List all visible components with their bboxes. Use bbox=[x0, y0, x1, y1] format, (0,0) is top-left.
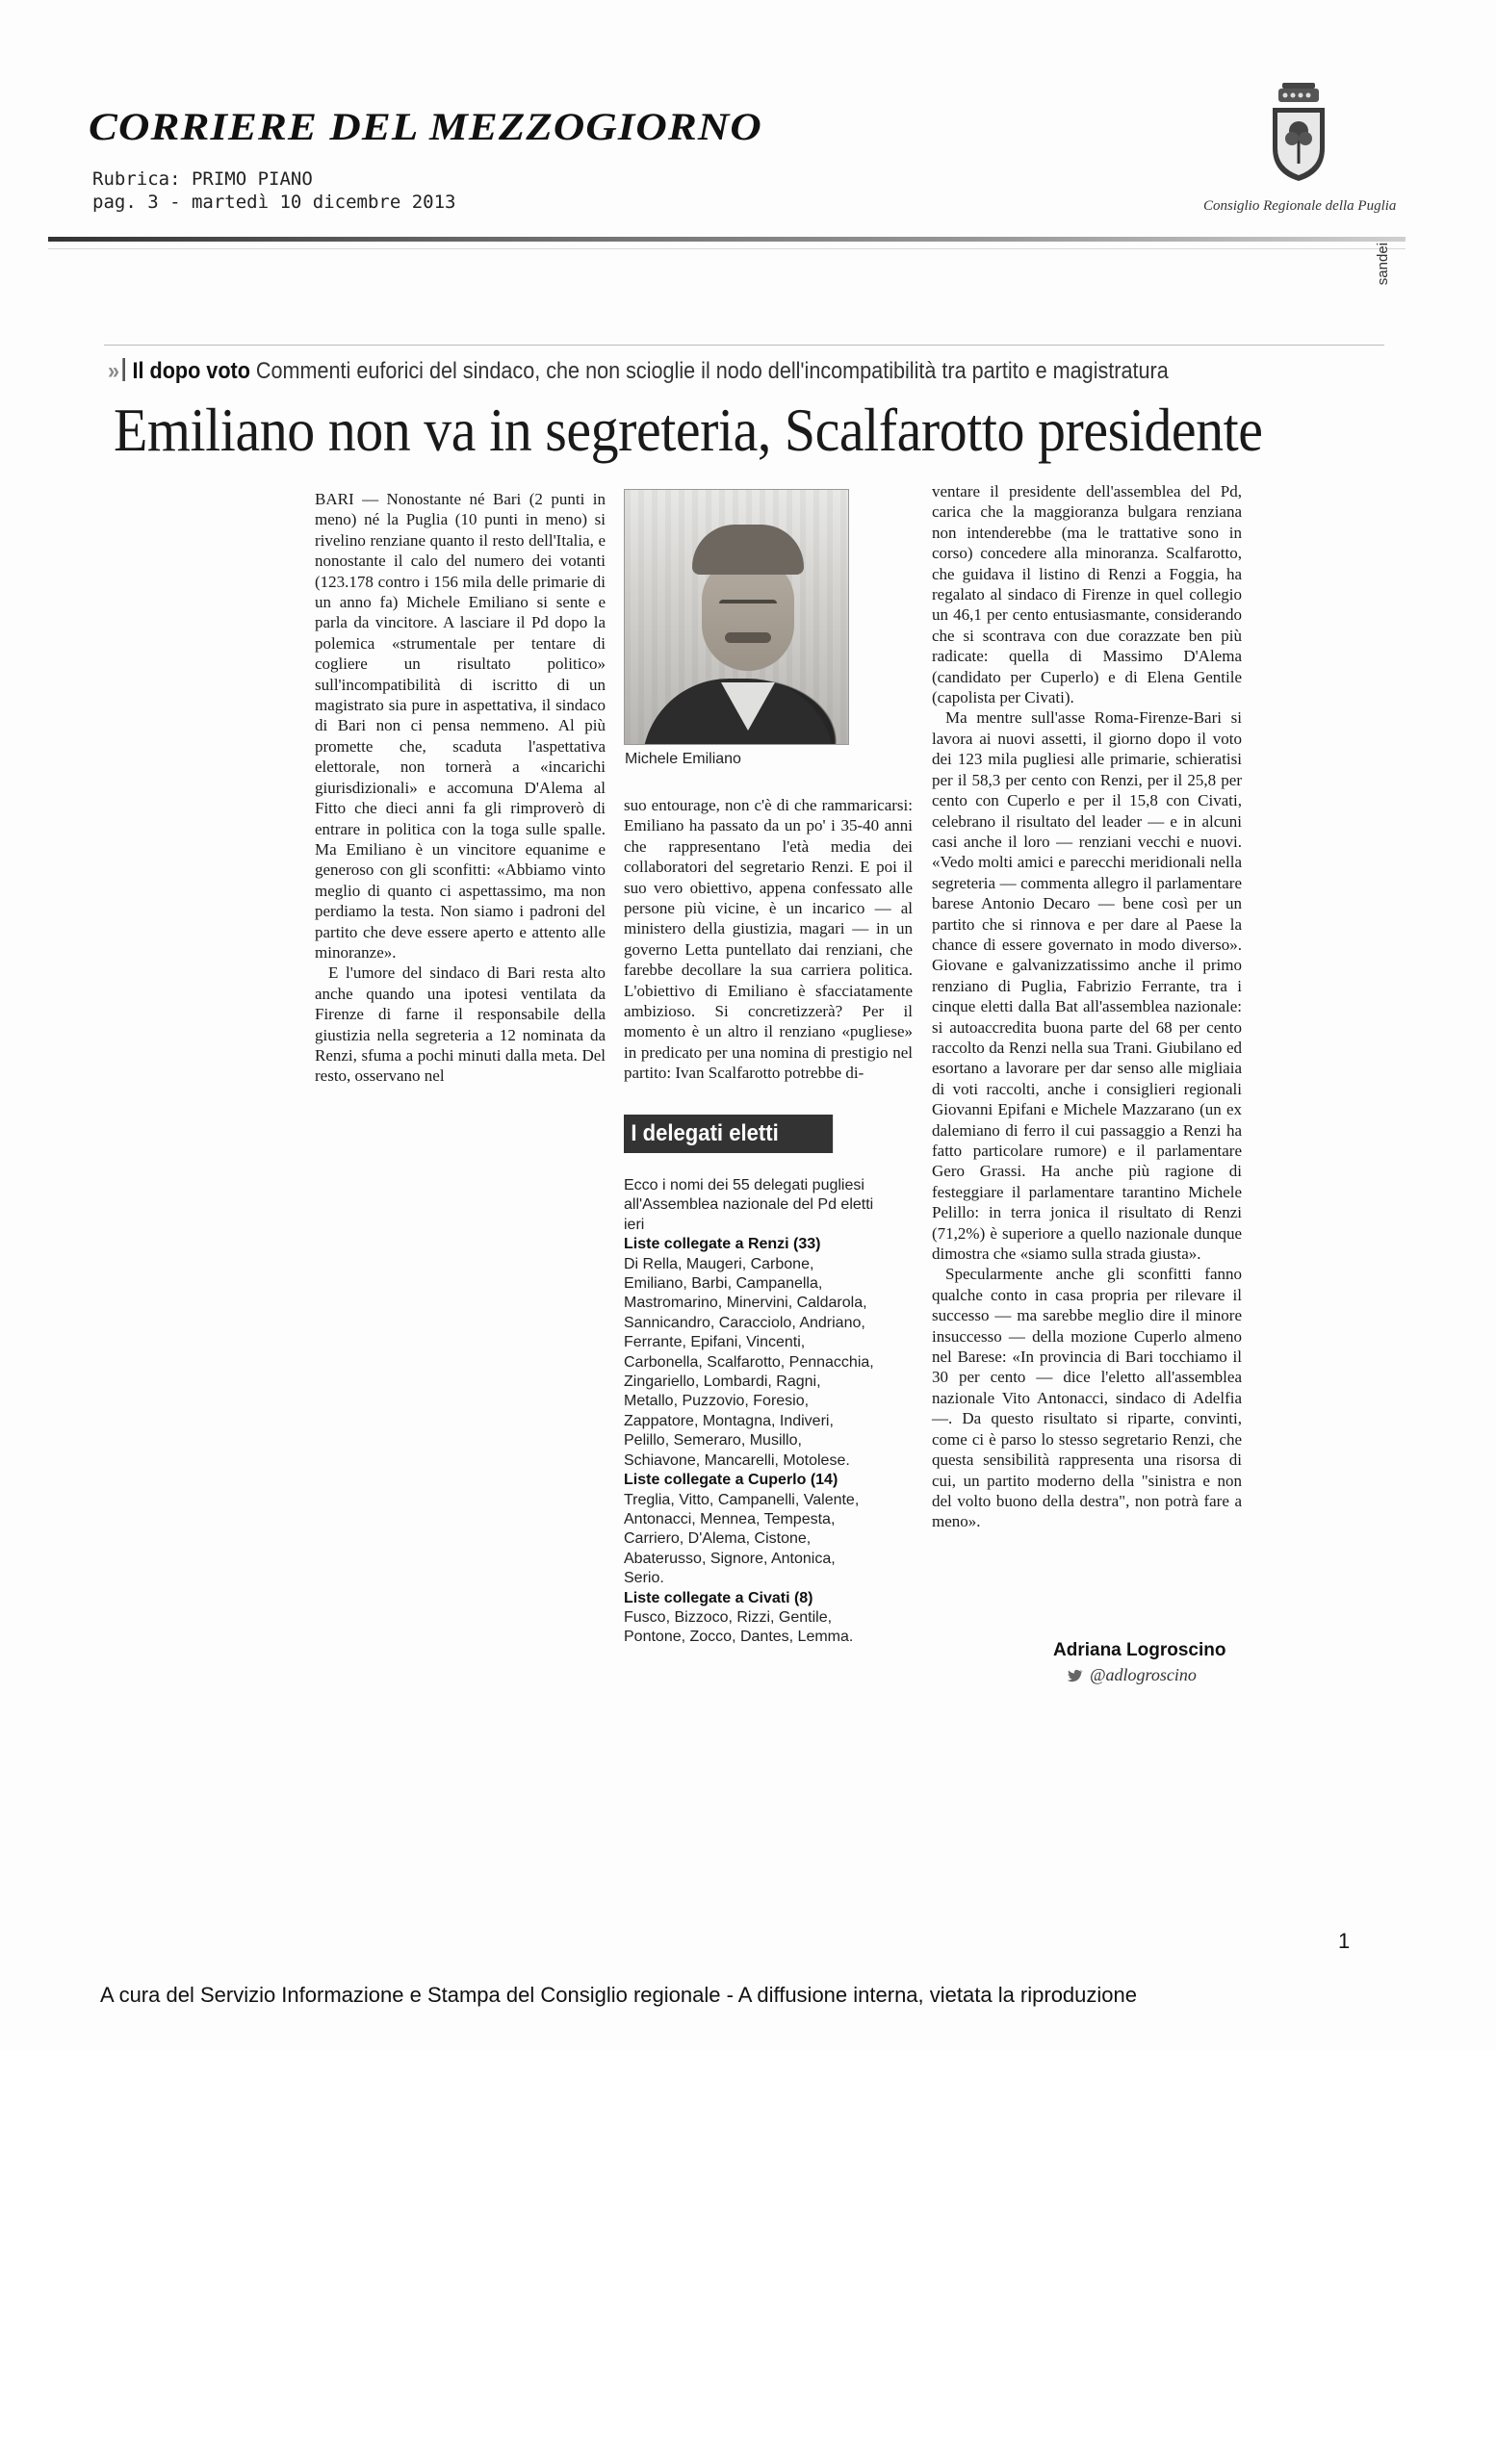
article-column-1 bbox=[315, 489, 606, 1087]
article-headline: Emiliano non va in segreteria, Scalfarotto presidente bbox=[114, 396, 1263, 464]
group-title: Liste collegate a Cuperlo (14) bbox=[624, 1472, 838, 1489]
delegates-sidebar bbox=[624, 1176, 876, 1648]
editor-tag: sandei bbox=[1375, 243, 1391, 286]
twitter-bird-icon bbox=[1067, 1669, 1084, 1682]
paragraph: suo entourage, non c'è di che rammaricarsi: Emiliano ha passato da un po' i 35-40 anni che rappresentano l'età media dei collaboratori del segretario Renzi. E poi il suo vero obiettivo, appena confessato alle persone più vicine, è un incarico — al ministero della giustizia, magari — in un governo Letta puntellato dai renziani, che farebbe decollare la sua carriera politica. L'obiettivo di Emiliano è sfacciatamente ambizioso. Si concretizzerà? Per il momento è un altro il renziano «pugliese» in predicato per una nomina di prestigio nel partito: Ivan Scalfarotto potrebbe di- bbox=[624, 796, 913, 1083]
paragraph: BARI — Nonostante né Bari (2 punti in meno) né la Puglia (10 punti in meno) si rivelino renziane quanto il resto dell'Italia, e nonostante il calo del numero dei votanti (123.178 contro i 156 mila delle primarie di un anno fa) Michele Emiliano si sente e parla da vincitore. A lasciare il Pd dopo la polemica «strumentale per tentare di cogliere un risultato politico» sull'incompatibilità di iscritto di un magistrato sia pure in aspettativa, il sindaco di Bari non ci pensa nemmeno. Al più promette che, scaduta l'aspettativa elettorale, non tornerà a «incarichi giurisdizionali» e accomuna D'Alema al Fitto che dieci anni fa gli rimproverò di entrare in politica con la toga sulle spalle. Ma Emiliano è un vincitore equanime e generoso con gli sconfitti: «Abbiamo vinto meglio di quanto ci aspettassimo, ma non perdiamo la testa. Non siamo i padroni del partito che deve essere aperto e attento alle minoranze». bbox=[315, 490, 606, 962]
delegate-group-civati bbox=[624, 1589, 876, 1648]
kicker-text: Commenti euforici del sindaco, che non scioglie il nodo dell'incompatibilità tra partito e magistratura bbox=[255, 358, 1169, 384]
article-column-3 bbox=[932, 481, 1242, 1532]
article-kicker bbox=[108, 358, 1169, 385]
sidebar-title: I delegati eletti bbox=[624, 1115, 833, 1153]
regional-crest-icon bbox=[1269, 81, 1328, 185]
rubrica-label: Rubrica: PRIMO PIANO bbox=[92, 168, 313, 190]
photo-caption: Michele Emiliano bbox=[625, 751, 741, 767]
distribution-notice: A cura del Servizio Informazione e Stampa del Consiglio regionale - A diffusione interna, vietata la riproduzione bbox=[100, 1983, 1138, 2007]
council-name: Consiglio Regionale della Puglia bbox=[1203, 198, 1397, 214]
article-column-2 bbox=[624, 795, 913, 1084]
paragraph: Specularmente anche gli sconfitti fanno qualche conto in casa propria per rilevare il successo — ma sarebbe meglio dire il minore insuccesso — della mozione Cuperlo almeno nel Barese: «In provincia di Bari tocchiamo il 30 per cento — dice l'eletto all'assemblea nazionale Vito Antonacci, sindaco di Adelfia —. Da questo risultato si riparte, convinti, come ci è parso lo stesso segretario Renzi, che questa sensibilità rappresenta una risorsa di cui, un partito moderno della "sinistra e non del volto buono della destra", non potrà fare a meno». bbox=[932, 1265, 1242, 1531]
page-number: 1 bbox=[1338, 1929, 1351, 1953]
kicker-lead: Il dopo voto bbox=[132, 358, 250, 384]
paragraph: ventare il presidente dell'assemblea del Pd, carica che la maggioranza bulgara renziana non intenderebbe (ma le trattative sono in corso) concedere alla minoranza. Scalfarotto, che guidava il listino di Renzi a Foggia, ha regalato al sindaco di Firenze in quel collegio un 46,1 per cento entusiasmante, considerando che si scontrava con due corazzate ben più radicate: quella di Massimo D'Alema (candidato per Cuperlo) e di Elena Gentile (capolista per Civati). bbox=[932, 482, 1242, 707]
paragraph: E l'umore del sindaco di Bari resta alto anche quando una ipotesi ventilata da Firenze di farne il responsabile della giustizia nella segreteria a 12 nominata da Renzi, sfuma a pochi minuti dalla meta. Del resto, osservano nel bbox=[315, 963, 606, 1086]
group-title: Liste collegate a Civati (8) bbox=[624, 1589, 813, 1606]
header-rule bbox=[48, 237, 1406, 242]
portrait-photo bbox=[624, 489, 849, 745]
paragraph: Ma mentre sull'asse Roma-Firenze-Bari si lavora ai nuovi assetti, il giorno dopo il voto dei 123 mila pugliesi alle primarie, schieratisi per il 58,3 per cento con Renzi, per il 25,8 per cento con Cuperlo e per il 15,8 con Civati, celebrano il risultato del leader — e in alcuni casi anche il loro — renziani vecchi e nuovi. «Vedo molti amici e parecchi meridionali nella segreteria — commenta allegro il parlamentare barese Antonio Decaro — bene così per un partito che si rinnova e per dare al Paese la chance di essere governato in modo diverso». Giovane e galvanizzatissimo anche il primo renziano di Puglia, Fabrizio Ferrante, tra i cinque eletti dalla Bat all'assemblea nazionale: si autoaccredita buona parte del 68 per cento raccolto da Renzi nella sua Trani. Giubilano ed esortano a lavorare per dar senso alle migliaia di voti raccolti, anche i consiglieri regionali Giovanni Epifani e Michele Mazzarano (un ex dalemiano di ferro il cui passaggio a Renzi ha fatto particolare rumore) e il parlamentare Gero Grassi. Ha anche più ragione di festeggiare il parlamentare tarantino Michele Pelillo: in terra jonica il risultato di Renzi (71,2%) è superiore a quello nazionale dunque dimostra che «siamo sulla strada giusta». bbox=[932, 708, 1242, 1264]
newspaper-masthead: CORRIERE DEL MEZZOGIORNO bbox=[89, 105, 762, 148]
double-chevron-icon: » bbox=[108, 358, 120, 384]
clipping-meta bbox=[92, 167, 456, 214]
header-subrule bbox=[48, 248, 1406, 249]
article-top-rule bbox=[104, 345, 1384, 346]
article-author: Adriana Logroscino bbox=[1053, 1640, 1226, 1660]
kicker-divider bbox=[123, 358, 126, 381]
group-names: Treglia, Vitto, Campanelli, Valente, Antonacci, Mennea, Tempesta, Carriero, D'Alema, Cistone, Abaterusso, Signore, Antonica, Serio. bbox=[624, 1491, 860, 1587]
group-names: Di Rella, Maugeri, Carbone, Emiliano, Barbi, Campanella, Mastromarino, Minervini, Caldarola, Sannicandro, Caracciolo, Andriano, Ferrante, Epifani, Vincenti, Carbonella, Scalfarotto, Pennacchia, Zingariello, Lombardi, Ragni, Metallo, Puzzovio, Foresio, Zappatore, Montagna, Indiveri, Pelillo, Semeraro, Musillo, Schiavone, Mancarelli, Motolese. bbox=[624, 1255, 874, 1469]
delegate-group-renzi bbox=[624, 1235, 876, 1471]
twitter-handle: @adlogroscino bbox=[1090, 1665, 1197, 1684]
group-title: Liste collegate a Renzi (33) bbox=[624, 1236, 821, 1253]
sidebar-intro: Ecco i nomi dei 55 delegati pugliesi all'Assemblea nazionale del Pd eletti ieri bbox=[624, 1177, 874, 1233]
delegate-group-cuperlo bbox=[624, 1471, 876, 1588]
group-names: Fusco, Bizzoco, Rizzi, Gentile, Pontone, Zocco, Dantes, Lemma. bbox=[624, 1608, 854, 1646]
page-date: pag. 3 - martedì 10 dicembre 2013 bbox=[92, 192, 456, 213]
